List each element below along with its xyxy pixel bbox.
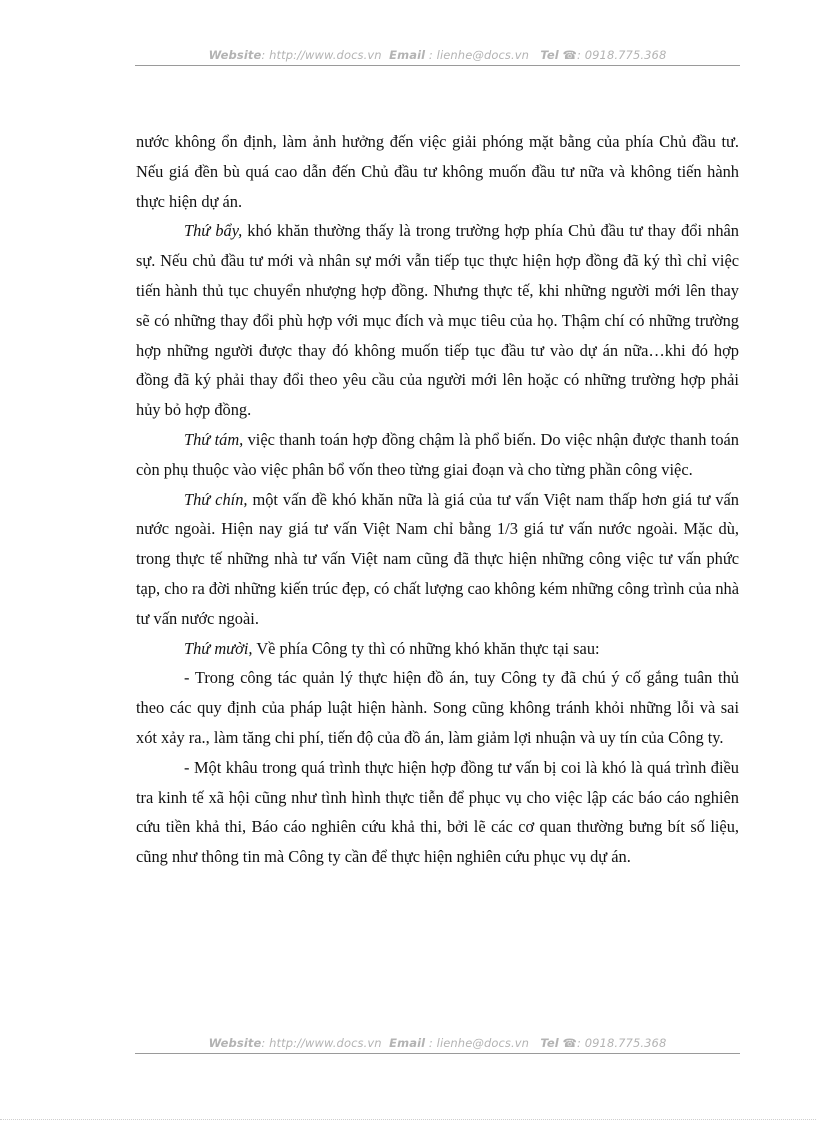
paragraph-1: nước không ổn định, làm ảnh hưởng đến việc giải phóng mặt bằng của phía Chủ đầu tư. Nếu giá đền bù quá cao dẫn đến Chủ đầu tư không muốn đầu tư nữa và không tiến hành thực hiện dự án. [136, 132, 739, 211]
header-tel-value: : 0918.775.368 [576, 48, 667, 62]
header-email-value: : lienhe@docs.vn [428, 48, 530, 62]
header-tel-label: Tel [540, 48, 559, 62]
paragraph-5-text: Về phía Công ty thì có những khó khăn thực tại sau: [252, 638, 600, 658]
header-website-url: : http://www.docs.vn [261, 48, 382, 62]
paragraph-3 [136, 425, 739, 485]
paragraph-2-text: khó khăn thường thấy là trong trường hợp phía Chủ đầu tư thay đổi nhân sự. Nếu chủ đầu tư mới và nhân sự mới vẫn tiếp tục thực hiện hợp đồng đã ký thì chỉ việc tiến hành thủ tục chuyển nhượng hợp đồng. Nhưng thực tế, khi những người mới lên thay sẽ có những thay đổi phù hợp với mục đích và mục tiêu của họ. Thậm chí có những trường hợp những người được thay đó không muốn tiếp tục đầu tư vào dự án nữa…khi đó hợp đồng đã ký phải thay đổi theo yêu cầu của người mới lên hoặc có những trường hợp phải hủy bỏ hợp đồng. [136, 221, 739, 420]
paragraph-2 [136, 216, 739, 425]
page-footer [135, 1036, 740, 1054]
header-website-label: Website [208, 48, 262, 62]
paragraph-6: - Trong công tác quản lý thực hiện đồ án, tuy Công ty đã chú ý cố gắng tuân thủ theo các quy định của pháp luật hiện hành. Song cũng không tránh khỏi những lỗi và sai xót xảy ra., làm tăng chi phí, tiến độ của đồ án, làm giảm lợi nhuận và uy tín của Công ty. [136, 668, 739, 747]
page-header [135, 48, 740, 66]
phone-icon: ☎ [562, 48, 577, 62]
paragraph-3-text: việc thanh toán hợp đồng chậm là phổ biến. Do việc nhận được thanh toán còn phụ thuộc vào việc phân bổ vốn theo từng giai đoạn và cho từng phần công việc. [136, 429, 739, 479]
footer-email-label: Email [389, 1036, 426, 1050]
footer-website-url: : http://www.docs.vn [261, 1036, 382, 1050]
paragraph-5-lead: Thứ mười, [184, 638, 253, 658]
paragraph-4 [136, 485, 739, 634]
footer-tel-value: : 0918.775.368 [576, 1036, 667, 1050]
paragraph-7: - Một khâu trong quá trình thực hiện hợp đồng tư vấn bị coi là khó là quá trình điều tra kinh tế xã hội cũng như tình hình thực tiễn để phục vụ cho việc lập các báo cáo nghiên cứu tiền khả thi, Báo cáo nghiên cứu khả thi, bởi lẽ các cơ quan thường bưng bít số liệu, cũng như thông tin mà Công ty cần để thực hiện nghiên cứu phục vụ dự án. [136, 757, 739, 867]
paragraph-4-lead: Thứ chín, [184, 489, 248, 509]
paragraph-5 [136, 634, 739, 664]
footer-website-label: Website [208, 1036, 262, 1050]
header-email-label: Email [389, 48, 426, 62]
page-bottom-divider [0, 1119, 816, 1120]
footer-tel-label: Tel [540, 1036, 559, 1050]
paragraph-3-lead: Thứ tám, [184, 429, 244, 449]
document-body [136, 127, 739, 872]
footer-email-value: : lienhe@docs.vn [428, 1036, 530, 1050]
paragraph-4-text: một vấn đề khó khăn nữa là giá của tư vấn Việt nam thấp hơn giá tư vấn nước ngoài. Hiện nay giá tư vấn Việt Nam chỉ bằng 1/3 giá tư vấn nước ngoài. Mặc dù, trong thực tế những nhà tư vấn Việt nam cũng đã thực hiện những công việc tư vấn phức tạp, cho ra đời những kiến trúc đẹp, có chất lượng cao không kém những công trình của nhà tư vấn nước ngoài. [136, 489, 739, 628]
phone-icon: ☎ [562, 1036, 577, 1050]
paragraph-2-lead: Thứ bẩy, [184, 221, 243, 241]
